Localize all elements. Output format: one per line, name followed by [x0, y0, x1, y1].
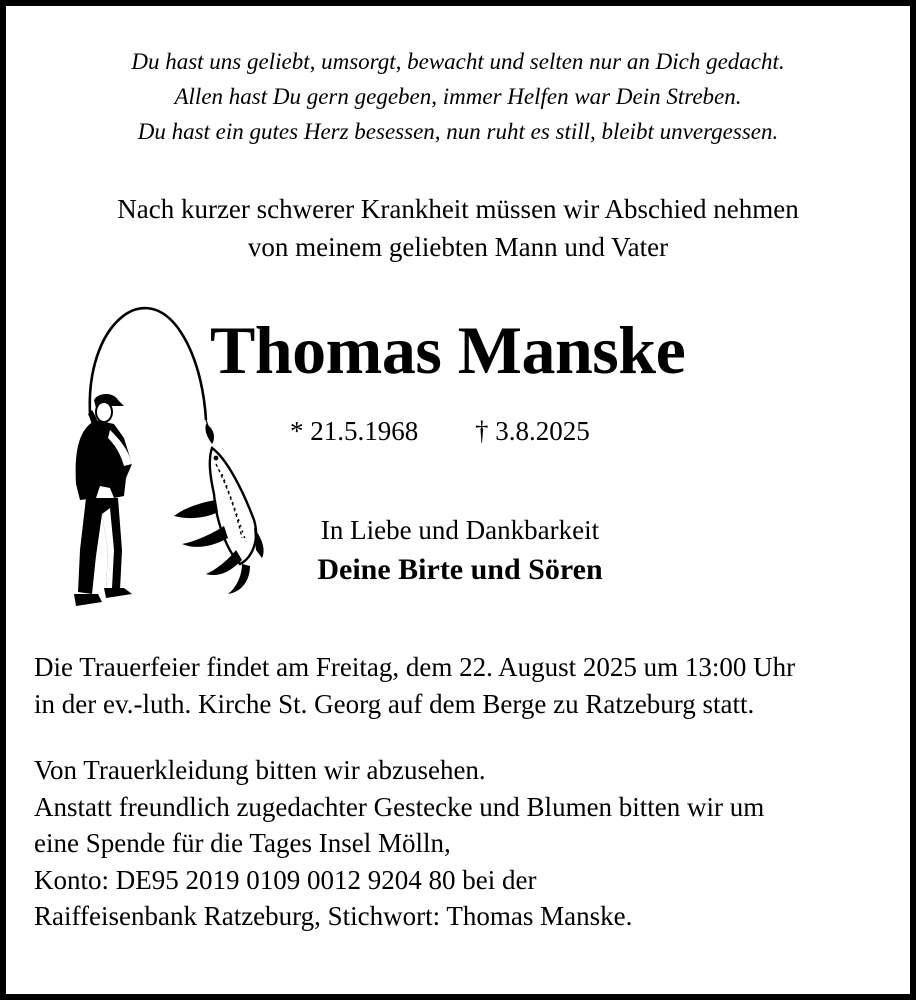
request-line: Von Trauerkleidung bitten wir abzusehen. — [34, 755, 486, 785]
intro-line: von meinem geliebten Mann und Vater — [247, 232, 669, 262]
request-line: eine Spende für die Tages Insel Mölln, — [34, 828, 451, 858]
intro-line: Nach kurzer schwerer Krankheit müssen wir Abschied nehmen — [117, 194, 799, 224]
love-line: In Liebe und Dankbarkeit — [320, 515, 600, 545]
life-dates — [290, 413, 590, 449]
signature-block — [290, 510, 630, 590]
intro-text — [0, 190, 916, 266]
birth-date: * 21.5.1968 — [290, 416, 419, 446]
poem — [0, 44, 916, 149]
request-line: Konto: DE95 2019 0109 0012 9204 80 bei der — [34, 864, 537, 895]
poem-line: Du hast uns geliebt, umsorgt, bewacht und selten nur an Dich gedacht. — [131, 49, 785, 74]
service-line: Die Trauerfeier findet am Freitag, dem 22. August 2025 um 13:00 Uhr — [34, 652, 796, 682]
spacer — [34, 722, 894, 752]
request-line: Anstatt freundlich zugedachter Gestecke und Blumen bitten wir um — [34, 791, 765, 822]
request-line: Raiffeisenbank Ratzeburg, Stichwort: Thomas Manske. — [34, 901, 633, 931]
service-line: in der ev.-luth. Kirche St. Georg auf dem Berge zu Ratzeburg statt. — [34, 688, 755, 719]
deceased-name: Thomas Manske — [210, 312, 686, 388]
poem-line: Allen hast Du gern gegeben, immer Helfen war Dein Streben. — [174, 84, 742, 109]
poem-line: Du hast ein gutes Herz besessen, nun ruht es still, bleibt unvergessen. — [137, 119, 779, 144]
funeral-info — [34, 649, 894, 935]
death-date: † 3.8.2025 — [475, 416, 590, 446]
mourners-names: Deine Birte und Sören — [317, 553, 603, 586]
